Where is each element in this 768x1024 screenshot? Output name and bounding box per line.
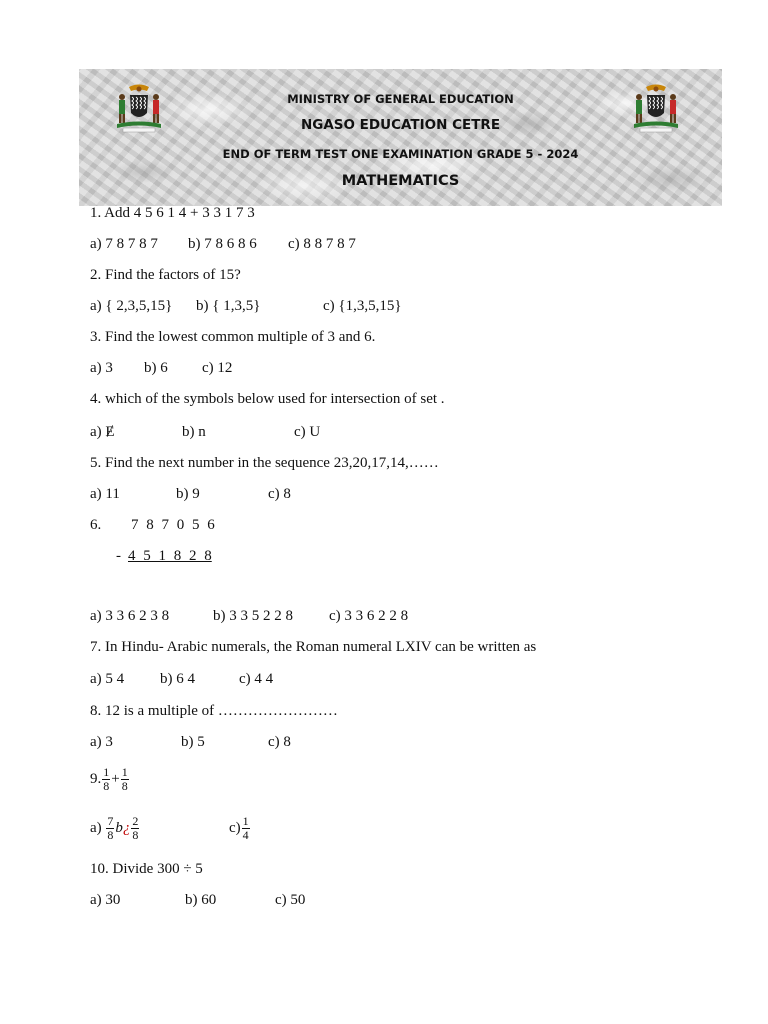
q3-option-c: c) 12: [202, 360, 233, 376]
q6-minus-sign: -: [116, 548, 121, 564]
q3-option-b: b) 6: [144, 360, 168, 376]
school-name: NGASO EDUCATION CETRE: [300, 117, 501, 133]
q6-option-a: a) 3 3 6 2 3 8: [90, 608, 170, 624]
question-10: 10. Divide 300 ÷ 5: [90, 861, 203, 877]
question-1: 1. Add 4 5 6 1 4 + 3 3 1 7 3: [90, 205, 255, 221]
q8-option-a: a) 3: [90, 734, 113, 750]
q9-options-ab: [90, 811, 140, 845]
q10-option-c: c) 50: [275, 892, 306, 908]
q7-option-b: b) 6 4: [160, 671, 195, 687]
q9-option-a-label: a): [90, 820, 102, 836]
q5-option-b: b) 9: [176, 486, 200, 502]
q2-option-b: b) { 1,3,5}: [196, 298, 261, 314]
error-glyph: ¿: [122, 820, 131, 836]
q7-option-c: c) 4 4: [239, 671, 274, 687]
question-9-label: 9.: [90, 771, 102, 787]
question-2: 2. Find the factors of 15?: [90, 267, 241, 283]
question-7: 7. In Hindu- Arabic numerals, the Roman numeral LXIV can be written as: [90, 639, 537, 655]
q4-option-c: c) U: [294, 424, 321, 440]
fraction: $\frac{1}{8}$: [121, 765, 128, 794]
q6-subtrahend: 4 5 1 8 2 8: [128, 548, 212, 564]
q6-option-c: c) 3 3 6 2 2 8: [329, 608, 409, 624]
question-6-label: 6.: [90, 517, 102, 533]
fraction: $\frac{1}{4}$: [242, 814, 249, 843]
exam-header: [79, 69, 722, 206]
question-3: 3. Find the lowest common multiple of 3 and 6.: [90, 329, 376, 345]
q2-option-a: a) { 2,3,5,15}: [90, 298, 173, 314]
plus-sign: +: [111, 771, 120, 787]
q9-option-c-label: c): [229, 820, 241, 836]
q1-option-b: b) 7 8 6 8 6: [188, 236, 257, 252]
fraction: $\frac{2}{8}$: [132, 814, 139, 843]
question-5: 5. Find the next number in the sequence 23,20,17,14,……: [90, 455, 439, 471]
q10-option-a: a) 30: [90, 892, 121, 908]
question-9: [90, 762, 130, 796]
q3-option-a: a) 3: [90, 360, 113, 376]
q6-option-b: b) 3 3 5 2 2 8: [213, 608, 293, 624]
q5-option-c: c) 8: [268, 486, 291, 502]
q9-option-b-label: b: [115, 820, 123, 836]
q4-option-b: b) n: [182, 424, 206, 440]
q8-option-c: c) 8: [268, 734, 291, 750]
q10-option-b: b) 60: [185, 892, 217, 908]
q1-option-a: a) 7 8 7 8 7: [90, 236, 158, 252]
ministry-title: MINISTRY OF GENERAL EDUCATION: [287, 92, 514, 106]
q5-option-a: a) 11: [90, 486, 120, 502]
q9-option-c: [229, 811, 251, 845]
q8-option-b: b) 5: [181, 734, 205, 750]
q2-option-c: c) {1,3,5,15}: [323, 298, 402, 314]
fraction: $\frac{7}{8}$: [107, 814, 114, 843]
question-8: 8. 12 is a multiple of ……………………: [90, 703, 338, 719]
exam-title: END OF TERM TEST ONE EXAMINATION GRADE 5 - 2024: [222, 147, 579, 161]
q1-option-c: c) 8 8 7 8 7: [288, 236, 356, 252]
q6-minuend: 7 8 7 0 5 6: [131, 517, 215, 533]
fraction: $\frac{1}{8}$: [103, 765, 110, 794]
q7-option-a: a) 5 4: [90, 671, 125, 687]
question-4: 4. which of the symbols below used for intersection of set .: [90, 391, 445, 407]
subject-title: MATHEMATICS: [341, 173, 460, 189]
q4-option-a: a) Ɇ: [90, 424, 115, 440]
